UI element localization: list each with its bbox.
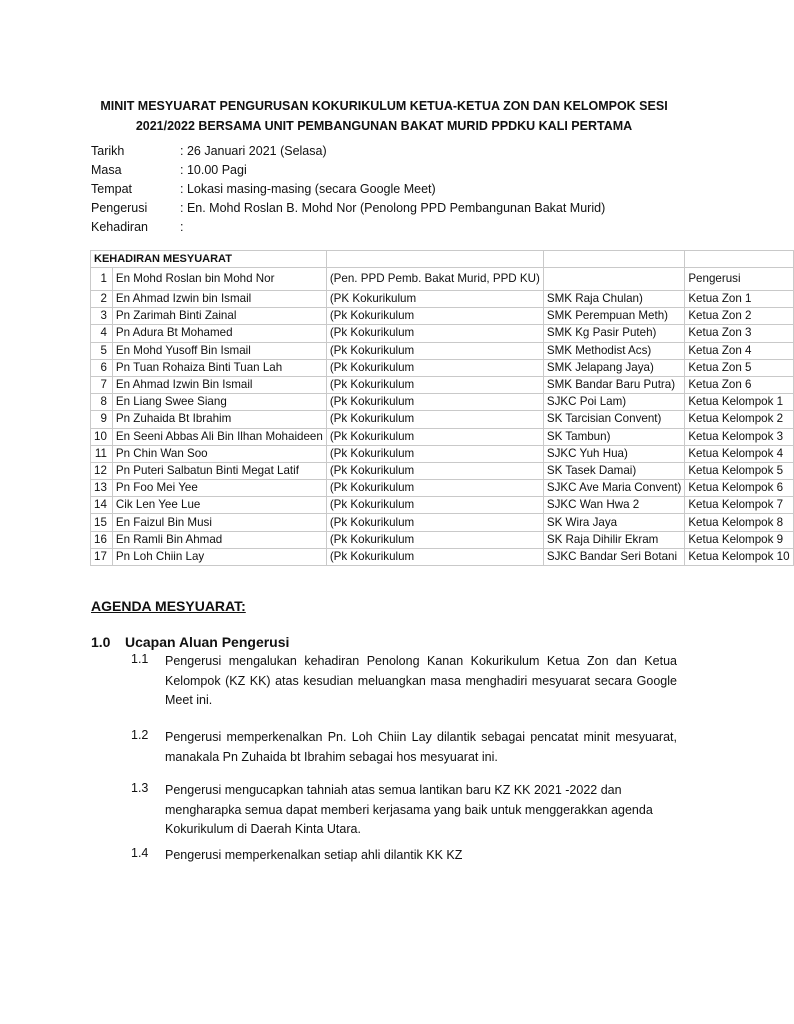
item-text: Pengerusi mengalukan kehadiran Penolong Kanan Kokurikulum Ketua Zon dan Ketua Kelompok (KZ KK) atas kesudian meluangkan masa menghadiri mesyuarat secara Google Meet ini. [165,654,677,707]
member-name: En Mohd Roslan bin Mohd Nor [112,268,326,291]
item-text: Pengerusi memperkenalkan Pn. Loh Chiin Lay dilantik sebagai pencatat minit mesyuarat, manakala Pn Zuhaida bt Ibrahim sebagai hos mesyuarat ini. [165,730,677,764]
member-role: (Pk Kokurikulum [326,342,543,359]
member-role: (Pk Kokurikulum [326,308,543,325]
document-title [100,96,668,136]
member-position: Ketua Zon 3 [685,325,793,342]
detail-label: Pengerusi [91,201,148,215]
row-number: 10 [91,428,113,445]
member-school: SJKC Wan Hwa 2 [543,497,684,514]
row-number: 15 [91,514,113,531]
member-position: Ketua Zon 1 [685,291,793,308]
section-title: Ucapan Aluan Pengerusi [125,634,290,650]
item-text: Pengerusi memperkenalkan setiap ahli dilantik KK KZ [165,848,463,862]
member-name: Pn Puteri Salbatun Binti Megat Latif [112,462,326,479]
member-name: En Faizul Bin Musi [112,514,326,531]
member-name: Pn Foo Mei Yee [112,480,326,497]
attendance-row [91,531,794,548]
attendance-header: KEHADIRAN MESYUARAT [91,251,327,268]
member-name: Pn Loh Chiin Lay [112,548,326,565]
detail-row-chair [91,199,605,218]
member-role: (Pk Kokurikulum [326,359,543,376]
row-number: 12 [91,462,113,479]
member-school: SK Tambun) [543,428,684,445]
row-number: 1 [91,268,113,291]
member-name: Pn Zuhaida Bt Ibrahim [112,411,326,428]
section-heading [91,634,289,650]
detail-row-date [91,142,605,161]
attendance-table-body [91,251,794,566]
attendance-row [91,445,794,462]
member-position: Ketua Kelompok 3 [685,428,793,445]
member-position: Ketua Kelompok 5 [685,462,793,479]
member-school: SJKC Ave Maria Convent) [543,480,684,497]
agenda-item-1-2 [131,728,677,767]
attendance-row [91,359,794,376]
row-number: 2 [91,291,113,308]
member-name: En Liang Swee Siang [112,394,326,411]
detail-row-place [91,180,605,199]
row-number: 7 [91,376,113,393]
header-empty-cell [326,251,543,268]
header-empty-cell [543,251,684,268]
member-name: Pn Tuan Rohaiza Binti Tuan Lah [112,359,326,376]
member-position: Ketua Kelompok 8 [685,514,793,531]
row-number: 9 [91,411,113,428]
member-school: SK Tarcisian Convent) [543,411,684,428]
row-number: 4 [91,325,113,342]
member-position: Ketua Zon 5 [685,359,793,376]
member-position: Ketua Kelompok 4 [685,445,793,462]
member-school: SMK Bandar Baru Putra) [543,376,684,393]
member-school: SMK Jelapang Jaya) [543,359,684,376]
member-name: Pn Chin Wan Soo [112,445,326,462]
detail-value: : [180,220,184,234]
item-number: 1.1 [131,652,149,666]
member-name: En Ahmad Izwin bin Ismail [112,291,326,308]
attendance-row [91,291,794,308]
item-text: Pengerusi mengucapkan tahniah atas semua lantikan baru KZ KK 2021 -2022 dan mengharapka semua dapat memberi kerjasama yang baik untuk menggerakkan agenda Kokurikulum di Daerah Kinta Utara. [165,783,653,836]
detail-label: Tarikh [91,144,125,158]
row-number: 11 [91,445,113,462]
row-number: 3 [91,308,113,325]
detail-label: Kehadiran [91,220,148,234]
agenda-item-1-4 [131,846,677,866]
detail-value: : En. Mohd Roslan B. Mohd Nor (Penolong PPD Pembangunan Bakat Murid) [180,201,606,215]
member-name: En Mohd Yusoff Bin Ismail [112,342,326,359]
member-role: (PK Kokurikulum [326,291,543,308]
detail-label: Tempat [91,182,132,196]
attendance-row [91,497,794,514]
member-position: Ketua Zon 2 [685,308,793,325]
attendance-row [91,308,794,325]
member-position: Ketua Kelompok 9 [685,531,793,548]
member-role: (Pk Kokurikulum [326,497,543,514]
detail-label: Masa [91,163,122,177]
detail-value: : 10.00 Pagi [180,163,247,177]
member-name: Pn Zarimah Binti Zainal [112,308,326,325]
member-role: (Pk Kokurikulum [326,325,543,342]
member-role: (Pk Kokurikulum [326,445,543,462]
attendance-header-row [91,251,794,268]
detail-row-attendance [91,218,605,237]
member-position: Ketua Kelompok 10 [685,548,793,565]
member-role: (Pk Kokurikulum [326,548,543,565]
item-number: 1.4 [131,846,149,860]
member-role: (Pen. PPD Pemb. Bakat Murid, PPD KU) [326,268,543,291]
member-school [543,268,684,291]
member-school: SK Raja Dihilir Ekram [543,531,684,548]
member-school: SMK Methodist Acs) [543,342,684,359]
agenda-item-1-3 [131,781,677,840]
detail-value: : Lokasi masing-masing (secara Google Meet) [180,182,436,196]
attendance-row [91,514,794,531]
row-number: 16 [91,531,113,548]
attendance-row [91,325,794,342]
member-school: SJKC Bandar Seri Botani [543,548,684,565]
agenda-heading: AGENDA MESYUARAT: [91,598,246,614]
member-role: (Pk Kokurikulum [326,531,543,548]
member-name: Cik Len Yee Lue [112,497,326,514]
member-role: (Pk Kokurikulum [326,376,543,393]
member-position: Ketua Kelompok 7 [685,497,793,514]
attendance-table [90,250,794,566]
member-role: (Pk Kokurikulum [326,394,543,411]
attendance-row [91,394,794,411]
attendance-row [91,411,794,428]
title-line-2: 2021/2022 BERSAMA UNIT PEMBANGUNAN BAKAT MURID PPDKU KALI PERTAMA [135,119,633,133]
member-role: (Pk Kokurikulum [326,480,543,497]
member-school: SK Tasek Damai) [543,462,684,479]
detail-value: : 26 Januari 2021 (Selasa) [180,144,327,158]
attendance-row [91,548,794,565]
member-school: SJKC Poi Lam) [543,394,684,411]
member-position: Ketua Zon 6 [685,376,793,393]
member-name: En Ramli Bin Ahmad [112,531,326,548]
attendance-row [91,342,794,359]
section-number: 1.0 [91,634,111,650]
member-school: SJKC Yuh Hua) [543,445,684,462]
member-school: SMK Perempuan Meth) [543,308,684,325]
member-position: Pengerusi [685,268,793,291]
member-position: Ketua Kelompok 1 [685,394,793,411]
title-line-1: MINIT MESYUARAT PENGURUSAN KOKURIKULUM KETUA-KETUA ZON DAN KELOMPOK SESI [100,99,668,113]
row-number: 13 [91,480,113,497]
member-position: Ketua Kelompok 6 [685,480,793,497]
row-number: 17 [91,548,113,565]
attendance-row [91,376,794,393]
item-number: 1.3 [131,781,149,795]
row-number: 8 [91,394,113,411]
member-position: Ketua Kelompok 2 [685,411,793,428]
agenda-item-1-1 [131,652,677,711]
attendance-row [91,268,794,291]
member-school: SMK Kg Pasir Puteh) [543,325,684,342]
attendance-row [91,462,794,479]
attendance-row [91,480,794,497]
header-empty-cell [685,251,793,268]
member-position: Ketua Zon 4 [685,342,793,359]
row-number: 6 [91,359,113,376]
member-name: En Seeni Abbas Ali Bin Ilhan Mohaideen [112,428,326,445]
member-school: SK Wira Jaya [543,514,684,531]
member-role: (Pk Kokurikulum [326,462,543,479]
item-number: 1.2 [131,728,149,742]
attendance-row [91,428,794,445]
row-number: 5 [91,342,113,359]
member-school: SMK Raja Chulan) [543,291,684,308]
member-role: (Pk Kokurikulum [326,514,543,531]
member-name: En Ahmad Izwin Bin Ismail [112,376,326,393]
detail-row-time [91,161,605,180]
meeting-details [91,142,605,237]
member-role: (Pk Kokurikulum [326,411,543,428]
row-number: 14 [91,497,113,514]
member-name: Pn Adura Bt Mohamed [112,325,326,342]
member-role: (Pk Kokurikulum [326,428,543,445]
